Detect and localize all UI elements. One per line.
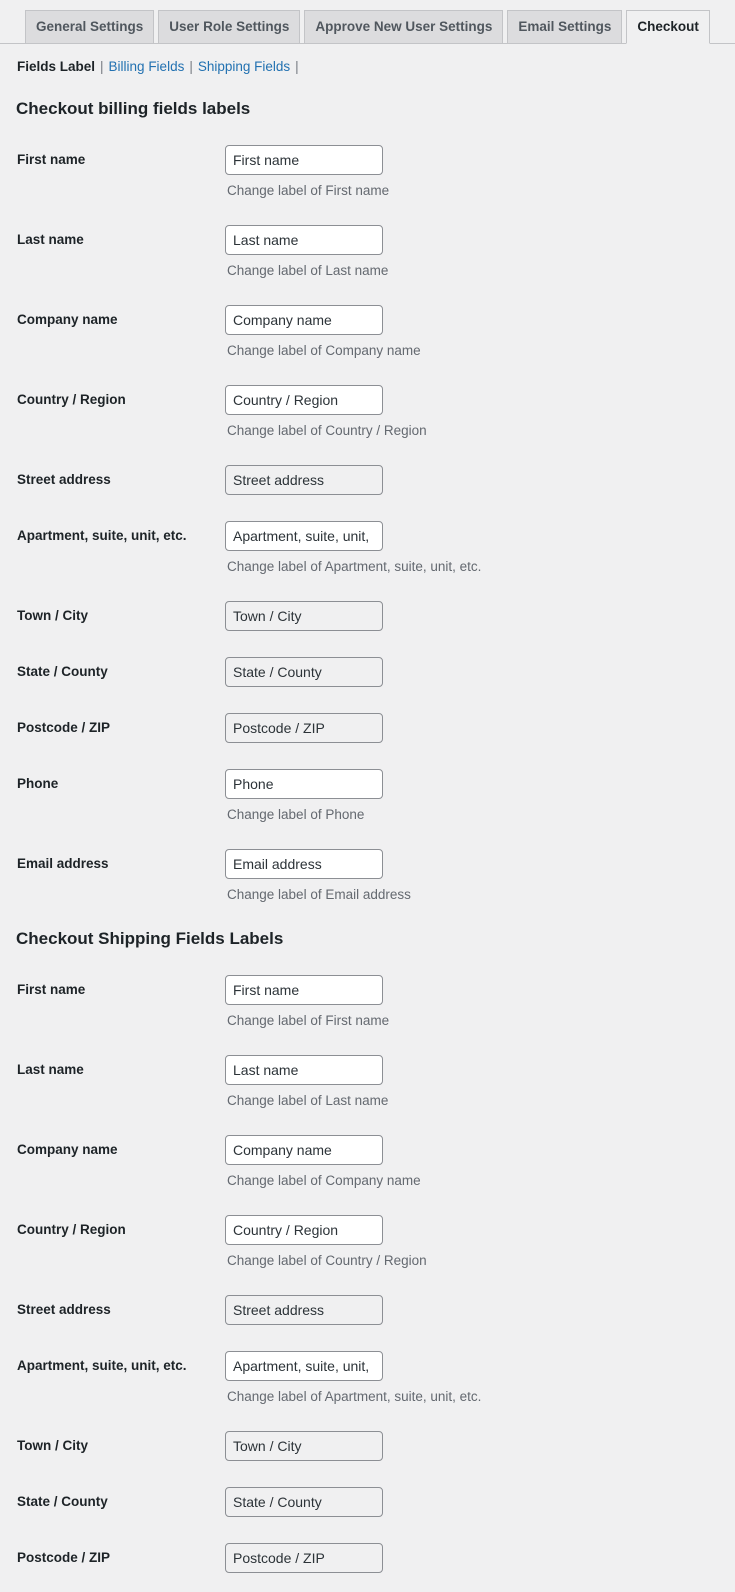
- field-label: First name: [17, 152, 86, 167]
- country-region-input[interactable]: [225, 385, 383, 415]
- subnav-separator: |: [100, 59, 104, 74]
- form-row: [0, 1351, 735, 1405]
- apartment-suite-unit-etc-input[interactable]: [225, 521, 383, 551]
- subnav-item-fields-label[interactable]: Fields Label: [17, 59, 96, 74]
- field-helper: Change label of Company name: [227, 343, 421, 358]
- subnav-separator: |: [295, 59, 299, 74]
- form-row: [0, 1215, 735, 1269]
- field-helper: Change label of Email address: [227, 887, 411, 902]
- field-helper: Change label of First name: [227, 1013, 390, 1028]
- state-county-input: [225, 657, 383, 687]
- field-label: Street address: [17, 1302, 111, 1317]
- field-label: Phone: [17, 776, 59, 791]
- field-helper: Change label of Company name: [227, 1173, 421, 1188]
- form-row: [0, 225, 735, 279]
- subnav-item-shipping-fields[interactable]: Shipping Fields: [197, 59, 291, 74]
- field-helper: Change label of Country / Region: [227, 423, 427, 438]
- email-address-input[interactable]: [225, 849, 383, 879]
- town-city-input: [225, 601, 383, 631]
- field-helper: Change label of Last name: [227, 1093, 389, 1108]
- tab-approve-new-user-settings[interactable]: Approve New User Settings: [304, 10, 503, 43]
- field-label: Postcode / ZIP: [17, 720, 111, 735]
- field-label: Town / City: [17, 1438, 88, 1453]
- field-label: State / County: [17, 664, 108, 679]
- form-row: [0, 657, 735, 687]
- form-row: [0, 1295, 735, 1325]
- field-label: Company name: [17, 1142, 118, 1157]
- last-name-input[interactable]: [225, 1055, 383, 1085]
- billing-section-heading: Checkout billing fields labels: [16, 99, 251, 118]
- postcode-zip-input: [225, 1543, 383, 1573]
- apartment-suite-unit-etc-input[interactable]: [225, 1351, 383, 1381]
- field-helper: Change label of Phone: [227, 807, 365, 822]
- street-address-input: [225, 1295, 383, 1325]
- field-label: Company name: [17, 312, 118, 327]
- postcode-zip-input: [225, 713, 383, 743]
- state-county-input: [225, 1487, 383, 1517]
- tab-general-settings[interactable]: General Settings: [25, 10, 154, 43]
- field-label: Postcode / ZIP: [17, 1550, 111, 1565]
- phone-input[interactable]: [225, 769, 383, 799]
- company-name-input[interactable]: [225, 305, 383, 335]
- field-label: First name: [17, 982, 86, 997]
- street-address-input: [225, 465, 383, 495]
- form-row: [0, 1543, 735, 1573]
- form-row: [0, 521, 735, 575]
- field-label: Email address: [17, 856, 109, 871]
- billing-form-rows: [0, 145, 735, 903]
- field-label: Country / Region: [17, 392, 126, 407]
- form-row: [0, 305, 735, 359]
- country-region-input[interactable]: [225, 1215, 383, 1245]
- form-row: [0, 601, 735, 631]
- field-label: Apartment, suite, unit, etc.: [17, 1358, 187, 1373]
- form-row: [0, 1135, 735, 1189]
- company-name-input[interactable]: [225, 1135, 383, 1165]
- shipping-form-rows: [0, 975, 735, 1573]
- town-city-input: [225, 1431, 383, 1461]
- form-row: [0, 1431, 735, 1461]
- field-helper: Change label of Apartment, suite, unit, etc.: [227, 1389, 482, 1404]
- subnav-separator: |: [189, 59, 193, 74]
- field-label: Country / Region: [17, 1222, 126, 1237]
- tab-email-settings[interactable]: Email Settings: [507, 10, 622, 43]
- tab-user-role-settings[interactable]: User Role Settings: [158, 10, 300, 43]
- form-row: [0, 385, 735, 439]
- form-row: [0, 465, 735, 495]
- subnav-item-billing-fields[interactable]: Billing Fields: [108, 59, 185, 74]
- field-helper: Change label of Last name: [227, 263, 389, 278]
- form-row: [0, 1487, 735, 1517]
- first-name-input[interactable]: [225, 145, 383, 175]
- field-label: Town / City: [17, 608, 88, 623]
- field-label: Last name: [17, 232, 84, 247]
- shipping-section: [0, 929, 735, 1573]
- form-row: [0, 145, 735, 199]
- form-row: [0, 769, 735, 823]
- field-label: Street address: [17, 472, 111, 487]
- field-label: Last name: [17, 1062, 84, 1077]
- form-row: [0, 1055, 735, 1109]
- field-label: State / County: [17, 1494, 108, 1509]
- form-row: [0, 849, 735, 903]
- form-row: [0, 975, 735, 1029]
- subnav: [17, 58, 735, 75]
- first-name-input[interactable]: [225, 975, 383, 1005]
- form-row: [0, 713, 735, 743]
- field-helper: Change label of Country / Region: [227, 1253, 427, 1268]
- last-name-input[interactable]: [225, 225, 383, 255]
- field-helper: Change label of Apartment, suite, unit, etc.: [227, 559, 482, 574]
- billing-section: [0, 99, 735, 903]
- field-helper: Change label of First name: [227, 183, 390, 198]
- tab-checkout[interactable]: Checkout: [626, 10, 710, 44]
- tab-bar: [0, 0, 735, 44]
- shipping-section-heading: Checkout Shipping Fields Labels: [16, 929, 284, 948]
- field-label: Apartment, suite, unit, etc.: [17, 528, 187, 543]
